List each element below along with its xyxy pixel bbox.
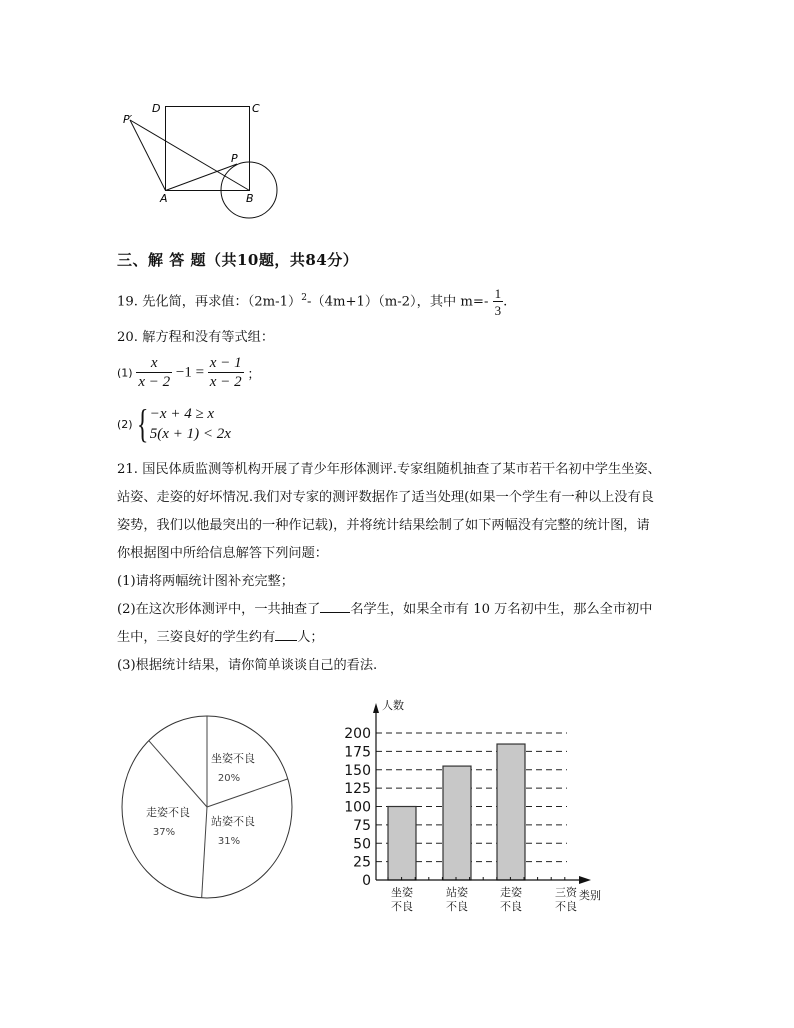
- svg-text:坐姿不良: 坐姿不良: [211, 752, 255, 765]
- q20-text: 解方程和没有等式组：: [142, 330, 275, 345]
- q21-sub-3: (3)根据统计结果，请你简单谈谈自己的看法.: [117, 658, 378, 673]
- label-P: P: [231, 152, 238, 165]
- y-tick-label: 200: [344, 726, 371, 742]
- question-21: [117, 456, 661, 680]
- q21-line-3: 姿势，我们以他最突出的一种作记载)，并将统计结果绘制了如下两幅没有完整的统计图，请: [117, 518, 650, 533]
- label-D: D: [152, 102, 161, 115]
- svg-text:站姿: 站姿: [446, 886, 468, 899]
- svg-text:不良: 不良: [555, 900, 577, 913]
- x-category-label: [500, 885, 522, 913]
- pie-chart: [115, 700, 305, 900]
- q20-part1-lhs: $\frac{x}{x - 2}$: [138, 355, 171, 390]
- q20-part1: (1) $\frac{x}{x - 2}$ −1 = $\frac{x - 1}{x - 2}$ ；: [117, 355, 261, 390]
- answer-blank-total[interactable]: [320, 598, 350, 613]
- x-category-label: [446, 885, 468, 913]
- x-axis-arrow-icon: [579, 876, 591, 884]
- q20-part2: [117, 401, 231, 446]
- label-B: B: [246, 192, 254, 205]
- svg-text:20%: 20%: [217, 773, 241, 784]
- svg-text:31%: 31%: [217, 836, 241, 847]
- svg-text:不良: 不良: [446, 900, 468, 913]
- svg-text:三资: 三资: [555, 886, 577, 899]
- inequality-system: −x + 4 ≥ x 5(x + 1) < 2x: [149, 406, 231, 442]
- q20-part1-rhs: $\frac{x - 1}{x - 2}$: [209, 355, 242, 390]
- y-axis-arrow-icon: [373, 703, 379, 713]
- label-A: A: [160, 192, 168, 205]
- label-P-prime: P′: [123, 113, 133, 126]
- q21-line-4: 你根据图中所给信息解答下列问题：: [117, 546, 328, 561]
- svg-text:不良: 不良: [500, 900, 522, 913]
- q19-text2: -（4m+1）（m-2），其中 m=-: [306, 294, 489, 310]
- y-tick-label: 50: [353, 836, 371, 853]
- bar: [388, 807, 416, 881]
- svg-text:坐姿: 坐姿: [391, 886, 413, 899]
- q19-exponent: 2: [301, 293, 307, 303]
- q21-sub-1: (1)请将两幅统计图补充完整；: [117, 574, 294, 589]
- section-title: 三、解 答 题（共10题，共84分）: [117, 251, 359, 269]
- q19-fraction: $\frac{1}{3}$: [494, 285, 502, 318]
- question-19: 19. 先化简，再求值：$(2m-1)^2-(4m+1)(m-2)$，其中 m=- $\frac{1}{3}$ .: [117, 285, 508, 318]
- x-axis-title: 类别: [579, 889, 601, 902]
- answer-blank-good[interactable]: [275, 626, 297, 641]
- q21-line-2: 站姿、走姿的好坏情况.我们对专家的测评数据作了适当处理(如果一个学生有一种以上没有良: [117, 490, 654, 505]
- q19-text: 先化简，再求值：（2m-1）: [142, 294, 302, 310]
- brace-icon: {: [136, 401, 148, 446]
- svg-text:站姿不良: 站姿不良: [211, 815, 255, 828]
- svg-text:37%: 37%: [152, 827, 176, 838]
- q20-part1-label: (1): [117, 366, 133, 380]
- svg-text:不良: 不良: [391, 900, 413, 913]
- x-category-label: [555, 885, 578, 913]
- y-tick-label: 175: [344, 744, 371, 761]
- q20-part2-label: (2): [117, 417, 133, 431]
- svg-text:走姿: 走姿: [500, 886, 522, 899]
- y-tick-label: 150: [344, 762, 371, 779]
- label-C: C: [252, 102, 260, 115]
- bar: [443, 766, 471, 880]
- y-tick-label: 100: [344, 799, 371, 816]
- bar: [497, 744, 525, 880]
- svg-text:走姿不良: 走姿不良: [146, 806, 190, 819]
- y-tick-label: 75: [353, 817, 371, 834]
- bar-chart: [335, 695, 615, 920]
- geometry-figure: [110, 90, 290, 220]
- y-tick-label: 25: [353, 854, 371, 871]
- y-tick-label: 125: [344, 781, 371, 798]
- q21-sub-2-cont: 生中，三姿良好的学生约有 人；: [117, 624, 661, 652]
- y-tick-label: 0: [362, 873, 371, 889]
- q20-part1-mid: −1 =: [175, 364, 205, 381]
- question-20: [117, 324, 274, 352]
- q21-sub-2: (2)在这次形体测评中，一共抽查了 名学生，如果全市有 10 万名初中生，那么全市初中: [117, 596, 661, 624]
- y-axis-title: 人数: [382, 699, 404, 712]
- x-category-label: [391, 885, 413, 913]
- q20-number: 20.: [117, 330, 138, 345]
- q19-number: 19.: [117, 294, 138, 310]
- q21-line-1: 21. 国民体质监测等机构开展了青少年形体测评.专家组随机抽查了某市若干名初中学生坐姿、: [117, 462, 661, 477]
